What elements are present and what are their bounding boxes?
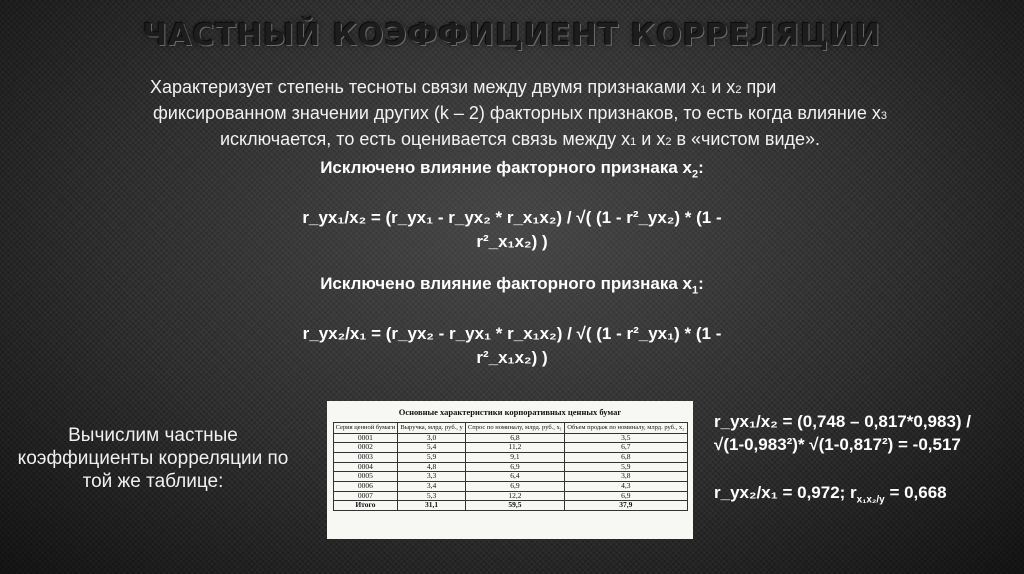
result-1-line-2: √(1-0,983²)* √(1-0,817²) = -0,517 <box>714 435 961 454</box>
calc-note: Вычислим частные коэффициенты корреляции по той же таблице: <box>17 425 289 492</box>
table-cell: 5,9 <box>565 462 687 472</box>
table-cell: 0007 <box>333 491 398 501</box>
table-cell: 6,9 <box>565 491 687 501</box>
table-cell: 6,8 <box>565 452 687 462</box>
table-cell: 0001 <box>333 433 398 443</box>
table-cell: 3,3 <box>398 472 466 482</box>
table-header-cell: Выручка, млрд. руб., у <box>398 423 466 434</box>
table-cell: 0004 <box>333 462 398 472</box>
table-cell: 0006 <box>333 482 398 492</box>
table-cell: 4,8 <box>398 462 466 472</box>
formula-2 <box>0 322 1024 370</box>
table-cell: 11,2 <box>465 443 564 453</box>
intro-line-3: исключается, то есть оценивается связь между х1 и х2 в «чистом виде». <box>219 129 821 149</box>
table-total-row <box>333 501 687 511</box>
formula-1-line-2: r²_x₁x₂) ) <box>476 232 548 251</box>
table-cell: 6,7 <box>565 443 687 453</box>
table-cell: 12,2 <box>465 491 564 501</box>
table-cell: 4,3 <box>565 482 687 492</box>
table-total-cell: 37,9 <box>565 501 687 511</box>
table-cell: 3,4 <box>398 482 466 492</box>
table-cell: 9,1 <box>465 452 564 462</box>
table-header-row <box>333 423 687 434</box>
table-cell: 5,4 <box>398 443 466 453</box>
intro-paragraph <box>90 76 950 154</box>
table-row <box>333 443 687 453</box>
intro-line-2: фиксированном значении других (k – 2) факторных признаков, то есть когда влияние х3 <box>153 103 887 123</box>
formula-2-line-1: r_yx₂/x₁ = (r_yx₂ - r_yx₁ * r_x₁x₂) / √( (1 - r²_yx₁) * (1 - <box>302 324 722 343</box>
table-cell: 6,9 <box>465 482 564 492</box>
intro-line-1: Характеризует степень тесноты связи между двумя признаками х1 и х2 при <box>150 77 777 97</box>
table-total-cell: 59,5 <box>465 501 564 511</box>
table-row <box>333 452 687 462</box>
table-cell: 5,3 <box>398 491 466 501</box>
page-title: ЧАСТНЫЙ КОЭФФИЦИЕНТ КОРРЕЛЯЦИИ <box>142 18 882 53</box>
table-cell: 5,9 <box>398 452 466 462</box>
formula-1-line-1: r_yx₁/x₂ = (r_yx₁ - r_yx₂ * r_x₁x₂) / √( (1 - r²_yx₂) * (1 - <box>302 208 722 227</box>
result-1-line-1: r_yx₁/x₂ = (0,748 – 0,817*0,983) / <box>714 412 972 431</box>
section-1-heading: Исключено влияние факторного признака $x_2$: <box>320 158 704 181</box>
data-table <box>333 422 688 511</box>
data-table-image <box>327 401 693 539</box>
table-header-cell: Спрос по номиналу, млрд. руб., x₁ <box>465 423 564 434</box>
table-header-cell: Серия ценной бумаги <box>333 423 398 434</box>
table-row <box>333 482 687 492</box>
table-cell: 0005 <box>333 472 398 482</box>
table-total-cell: Итого <box>333 501 398 511</box>
table-total-cell: 31,1 <box>398 501 466 511</box>
table-cell: 3,8 <box>565 472 687 482</box>
result-1 <box>714 410 1014 456</box>
table-cell: 3,0 <box>398 433 466 443</box>
section-2-heading: Исключено влияние факторного признака $x_1$: <box>320 274 704 297</box>
formula-1 <box>0 206 1024 254</box>
table-cell: 6,9 <box>465 462 564 472</box>
table-caption: Основные характеристики корпоративных ценных бумаг <box>398 407 622 417</box>
formula-2-line-2: r²_x₁x₂) ) <box>476 348 548 367</box>
table-header-cell: Объем продаж по номиналу, млрд. руб., x₂ <box>565 423 687 434</box>
table-cell: 0003 <box>333 452 398 462</box>
table-cell: 6,4 <box>465 472 564 482</box>
result-2: r_yx₂/x₁ = 0,972; $r_{x_1x_2/y} = 0,668$ <box>714 483 947 506</box>
table-cell: 3,5 <box>565 433 687 443</box>
table-cell: 6,8 <box>465 433 564 443</box>
table-cell: 0002 <box>333 443 398 453</box>
